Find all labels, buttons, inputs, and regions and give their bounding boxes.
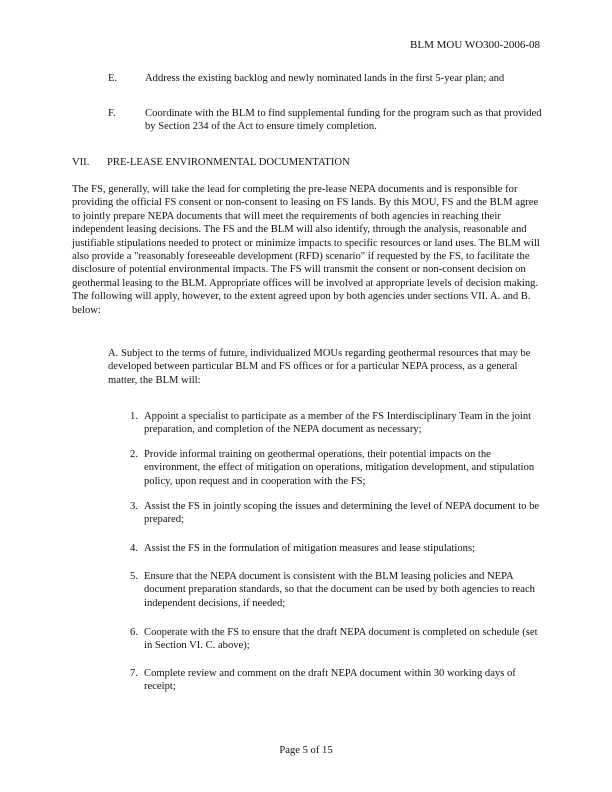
numbered-item-2 [124, 448, 548, 488]
numbered-item-4 [124, 542, 548, 555]
item-text: Assist the FS in jointly scoping the issues and determining the level of NEPA document to be prepared; [144, 501, 540, 526]
item-number: 6. [130, 627, 138, 638]
numbered-item-6 [124, 626, 548, 653]
numbered-item-7 [124, 667, 548, 694]
section-number: VII. [72, 157, 90, 168]
list-item-text: Coordinate with the BLM to find supplemental funding for the program such as that provided by Section 234 of the Act to ensure timely completion. [145, 108, 542, 133]
list-item-f [108, 107, 548, 134]
item-text: Ensure that the NEPA document is consistent with the BLM leasing policies and NEPA document preparation standards, so that the document can be used by both agencies to reach independent decisions, if needed; [144, 571, 535, 609]
list-item-marker: E. [108, 73, 118, 84]
page-number: Page 5 of 15 [279, 745, 333, 756]
subsection-a-paragraph: A. Subject to the terms of future, individualized MOUs regarding geothermal resources that may be developed between particular BLM and FS offices or for a particular NEPA process, as a general matter, the BLM will: [108, 348, 531, 386]
item-number: 4. [130, 543, 138, 554]
document-reference: BLM MOU WO300-2006-08 [410, 39, 540, 51]
list-item-text: Address the existing backlog and newly nominated lands in the first 5-year plan; and [145, 73, 505, 84]
item-text: Provide informal training on geothermal operations, their potential impacts on the environment, the effect of mitigation on operations, mitigation development, and stipulation policy, upon request and in cooperation with the FS; [144, 449, 535, 487]
numbered-item-5 [124, 570, 548, 610]
item-text: Cooperate with the FS to ensure that the draft NEPA document is completed on schedule (set in Section VI. C. above); [144, 627, 538, 652]
list-item-marker: F. [108, 108, 116, 119]
item-text: Assist the FS in the formulation of mitigation measures and lease stipulations; [144, 543, 476, 554]
numbered-item-1 [124, 410, 548, 437]
item-text: Appoint a specialist to participate as a member of the FS Interdisciplinary Team in the joint preparation, and completion of the NEPA document as necessary; [144, 411, 532, 436]
item-text: Complete review and comment on the draft NEPA document within 30 working days of receipt; [144, 668, 516, 693]
item-number: 3. [130, 501, 138, 512]
section-title: PRE-LEASE ENVIRONMENTAL DOCUMENTATION [107, 157, 350, 168]
item-number: 2. [130, 449, 138, 460]
section-body-paragraph: The FS, generally, will take the lead for completing the pre-lease NEPA documents and is responsible for providing the official FS consent or non-consent to leasing on FS lands. By this MOU, FS and the BLM agree to jointly prepare NEPA documents that will meet the requirements of both agencies in reaching their independent leasing decisions. The FS and the BLM will also identify, through the analysis, reasonable and justifiable stipulations needed to protect or minimize impacts to specific resources or land uses. The BLM will also provide a "reasonably foreseeable development (RFD) scenario" if requested by the FS, to facilitate the disclosure of potential environmental impacts. The FS will transmit the consent or non-consent decision on geothermal leasing to the BLM. Appropriate offices will be involved at appropriate levels of decision making. The following will apply, however, to the extent agreed upon by both agencies under sections VII. A. and B. below: [72, 184, 540, 316]
item-number: 1. [130, 411, 138, 422]
numbered-item-3 [124, 500, 548, 527]
item-number: 5. [130, 571, 138, 582]
item-number: 7. [130, 668, 138, 679]
list-item-e [108, 72, 548, 85]
